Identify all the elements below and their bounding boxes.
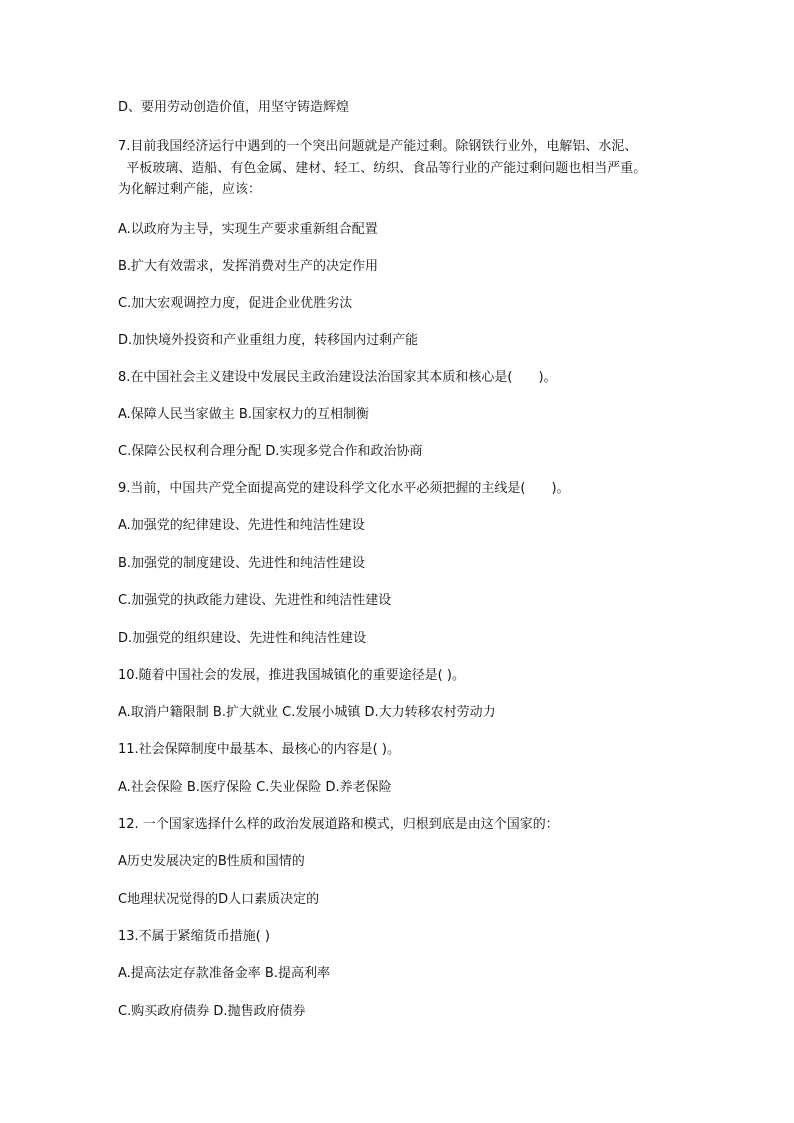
q9-option-c: C.加强党的执政能力建设、先进性和纯洁性建设 (118, 593, 392, 608)
q9-option-d: D.加强党的组织建设、先进性和纯洁性建设 (118, 631, 367, 646)
q12-options-ab: A历史发展决定的B性质和国情的 (118, 854, 305, 869)
q12-stem: 12. 一个国家选择什么样的政治发展道路和模式，归根到底是由这个国家的： (118, 817, 559, 832)
q8-stem: 8.在中国社会主义建设中发展民主政治建设法治国家其本质和核心是( )。 (118, 370, 557, 385)
q13-options-ab: A.提高法定存款准备金率 B.提高利率 (118, 966, 330, 981)
q10-stem: 10.随着中国社会的发展，推进我国城镇化的重要途径是( )。 (118, 668, 465, 683)
q11-options: A.社会保险 B.医疗保险 C.失业保险 D.养老保险 (118, 780, 392, 795)
q10-options: A.取消户籍限制 B.扩大就业 C.发展小城镇 D.大力转移农村劳动力 (118, 705, 496, 720)
q13-options-cd: C.购买政府债券 D.抛售政府债券 (118, 1004, 306, 1019)
q7-stem-line3: 为化解过剩产能，应该： (118, 182, 262, 197)
q9-option-a: A.加强党的纪律建设、先进性和纯洁性建设 (118, 518, 365, 533)
q7-option-a: A.以政府为主导，实现生产要求重新组合配置 (118, 222, 378, 237)
q7-stem-line1: 7.目前我国经济运行中遇到的一个突出问题就是产能过剩。除钢铁行业外，电解铝、水泥、 (118, 139, 638, 154)
q12-options-cd: C地理状况觉得的D人口素质决定的 (118, 892, 320, 907)
q7-option-d: D.加快境外投资和产业重组力度，转移国内过剩产能 (118, 333, 419, 348)
q6-option-d: D、要用劳动创造价值，用坚守铸造辉煌 (118, 100, 350, 115)
q11-stem: 11.社会保障制度中最基本、最核心的内容是( )。 (118, 742, 400, 757)
q9-stem: 9.当前，中国共产党全面提高党的建设科学文化水平必须把握的主线是( )。 (118, 481, 570, 496)
q13-stem: 13.不属于紧缩货币措施( ) (118, 929, 270, 944)
q8-options-cd: C.保障公民权利合理分配 D.实现多党合作和政治协商 (118, 444, 423, 459)
q9-option-b: B.加强党的制度建设、先进性和纯洁性建设 (118, 556, 366, 571)
q7-option-c: C.加大宏观调控力度，促进企业优胜劣汰 (118, 296, 353, 311)
q7-stem-line2: 平板玻璃、造船、有色金属、建材、轻工、纺织、食品等行业的产能过剩问题也相当严重。 (118, 161, 647, 176)
q8-options-ab: A.保障人民当家做主 B.国家权力的互相制衡 (118, 407, 369, 422)
q7-option-b: B.扩大有效需求，发挥消费对生产的决定作用 (118, 259, 379, 274)
